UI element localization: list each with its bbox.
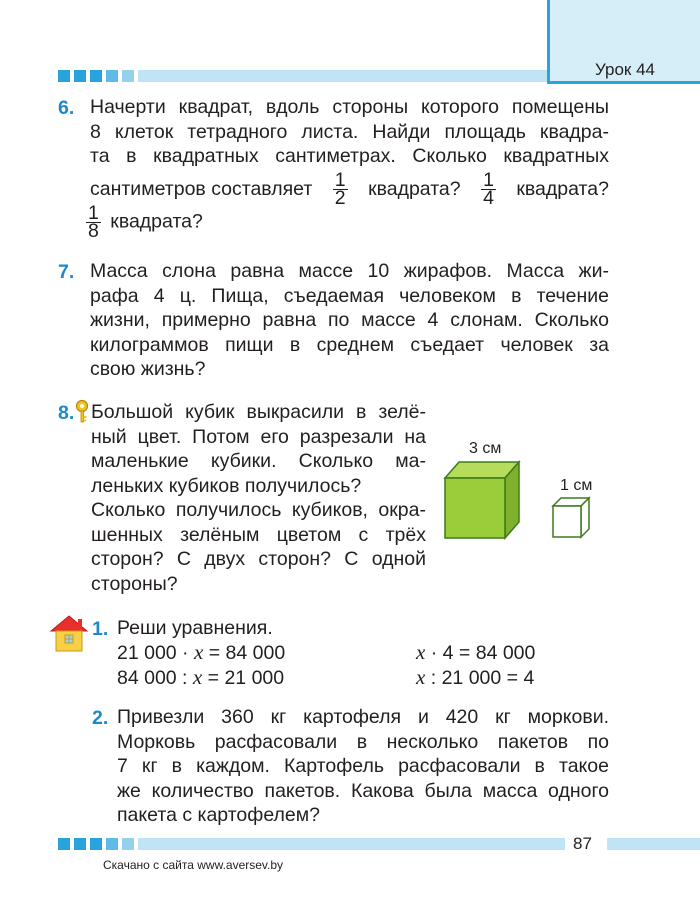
- equation-4: x : 21 000 = 4: [416, 665, 535, 689]
- homework2-text: Привезли 360 кг картофеля и 420 кг моркови. Морковь расфасовали в несколько пакетов по 7 кг в каждом. Картофель расфасовали в такое же количество пакетов. Какова была масса одного пакета с картофелем?: [117, 706, 609, 826]
- fraction-one-half: $\frac{1}{2}$: [334, 169, 346, 209]
- source-footer: Скачано с сайта www.aversev.by: [103, 858, 284, 872]
- equation-3: 84 000 : x = 21 000: [117, 665, 285, 689]
- lesson-header-box: [547, 0, 700, 84]
- big-cube-label: 3 см: [469, 440, 502, 457]
- task8-number: 8.: [58, 402, 75, 424]
- task6-last-line: $\frac{1}{8}$ квадрата?: [88, 202, 203, 242]
- page-number: 87: [573, 834, 592, 853]
- task6-text: Начерти квадрат, вдоль стороны которого помещены 8 клеток тетрадного листа. Найди площадь квадра- та в квадратных сантиметрах. Сколько квадратных: [90, 96, 609, 167]
- task6-number: 6.: [58, 97, 75, 119]
- task7-number: 7.: [58, 261, 75, 283]
- small-white-cube: [550, 495, 592, 540]
- task8-text: Большой кубик выкрасили в зелё- ный цвет. Потом его разрезали на маленькие кубики. Сколько ма- леньких кубиков получилось? Сколько получилось кубиков, окра- шенных зелёным цветом с трёх сторон? С двух сторон? С одной стороны?: [91, 401, 426, 595]
- task6-fraction-line: сантиметров составляет $\frac{1}{2}$ квадрата? $\frac{1}{4}$ квадрата?: [90, 169, 609, 209]
- fraction-one-quarter: $\frac{1}{4}$: [483, 169, 494, 209]
- homework1-number: 1.: [92, 618, 109, 640]
- house-icon: [48, 613, 90, 653]
- big-green-cube: [440, 458, 522, 540]
- key-icon: [74, 399, 92, 423]
- homework1-title: Реши уравнения.: [117, 617, 273, 639]
- fraction-one-eighth: $\frac{1}{8}$: [88, 202, 99, 242]
- lesson-title: Урок 44: [594, 60, 655, 79]
- task7-text: Масса слона равна массе 10 жирафов. Масса жи- рафа 4 ц. Пища, съедаемая человеком в течение жизни, примерно равна по массе 4 слонам. Сколько килограммов пищи в среднем съедает человек за свою жизнь?: [90, 260, 609, 380]
- small-cube-label: 1 см: [560, 477, 593, 494]
- equation-2: x · 4 = 84 000: [416, 640, 536, 664]
- equation-1: 21 000 · x = 84 000: [117, 640, 286, 664]
- homework2-number: 2.: [92, 707, 109, 729]
